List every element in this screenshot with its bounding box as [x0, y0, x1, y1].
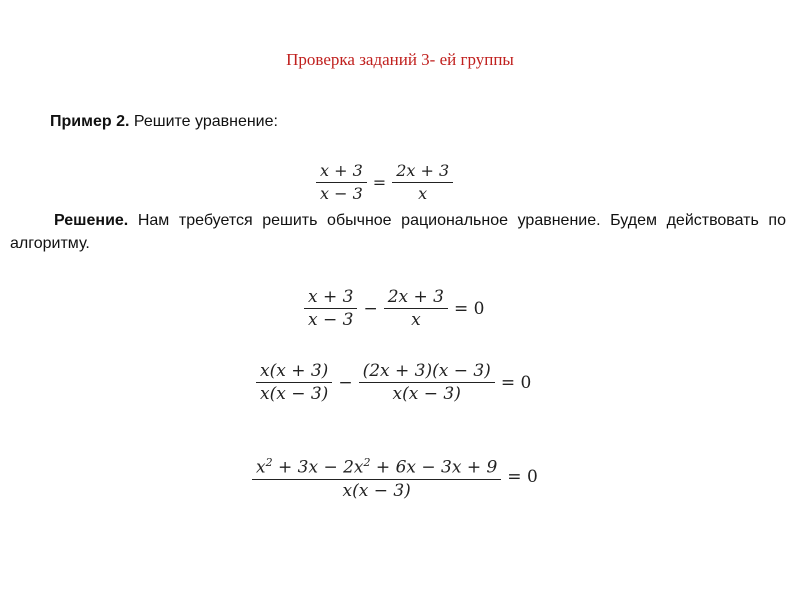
numerator: x(x + 3)	[256, 360, 332, 383]
example-label: Пример 2.	[50, 113, 130, 130]
operator: −	[363, 298, 378, 319]
equation-4	[249, 452, 541, 502]
operator: −	[338, 372, 353, 393]
equation-1	[313, 160, 456, 205]
term: + 6x − 3x + 9	[370, 457, 498, 478]
fraction-left	[256, 360, 332, 405]
exponent: 2	[363, 456, 371, 469]
numerator	[252, 452, 501, 480]
fraction	[252, 452, 501, 502]
example-text: Решите уравнение:	[133, 113, 278, 130]
denominator: x	[411, 310, 421, 330]
example-statement	[50, 113, 278, 131]
exponent: 2	[265, 456, 273, 469]
slide-title: Проверка заданий 3- ей группы	[286, 50, 514, 69]
fraction-left	[316, 160, 367, 205]
solution-label: Решение.	[54, 212, 129, 229]
fraction-left	[304, 286, 357, 331]
denominator: x(x − 3)	[260, 384, 329, 404]
fraction-right	[392, 160, 453, 205]
rhs: = 0	[507, 466, 538, 487]
equation-3	[253, 360, 534, 405]
numerator: 2x + 3	[384, 286, 448, 309]
denominator: x(x − 3)	[392, 384, 461, 404]
numerator: x + 3	[304, 286, 357, 309]
solution-text: Нам требуется решить обычное рациональное уравнение. Будем действовать по алгоритму.	[10, 212, 786, 252]
operator: =	[372, 173, 387, 192]
denominator: x − 3	[308, 310, 354, 330]
numerator: x + 3	[316, 160, 367, 183]
rhs: = 0	[500, 372, 532, 393]
numerator: 2x + 3	[392, 160, 453, 183]
denominator: x − 3	[320, 184, 363, 203]
numerator: (2x + 3)(x − 3)	[359, 360, 495, 383]
equation-2	[301, 286, 487, 331]
fraction-right	[384, 286, 448, 331]
term: x	[256, 457, 266, 478]
term: + 3x − 2x	[272, 457, 364, 478]
solution-paragraph	[10, 209, 786, 255]
denominator: x	[418, 184, 428, 203]
fraction-right	[359, 360, 495, 405]
rhs: = 0	[454, 298, 485, 319]
denominator: x(x − 3)	[342, 480, 411, 501]
